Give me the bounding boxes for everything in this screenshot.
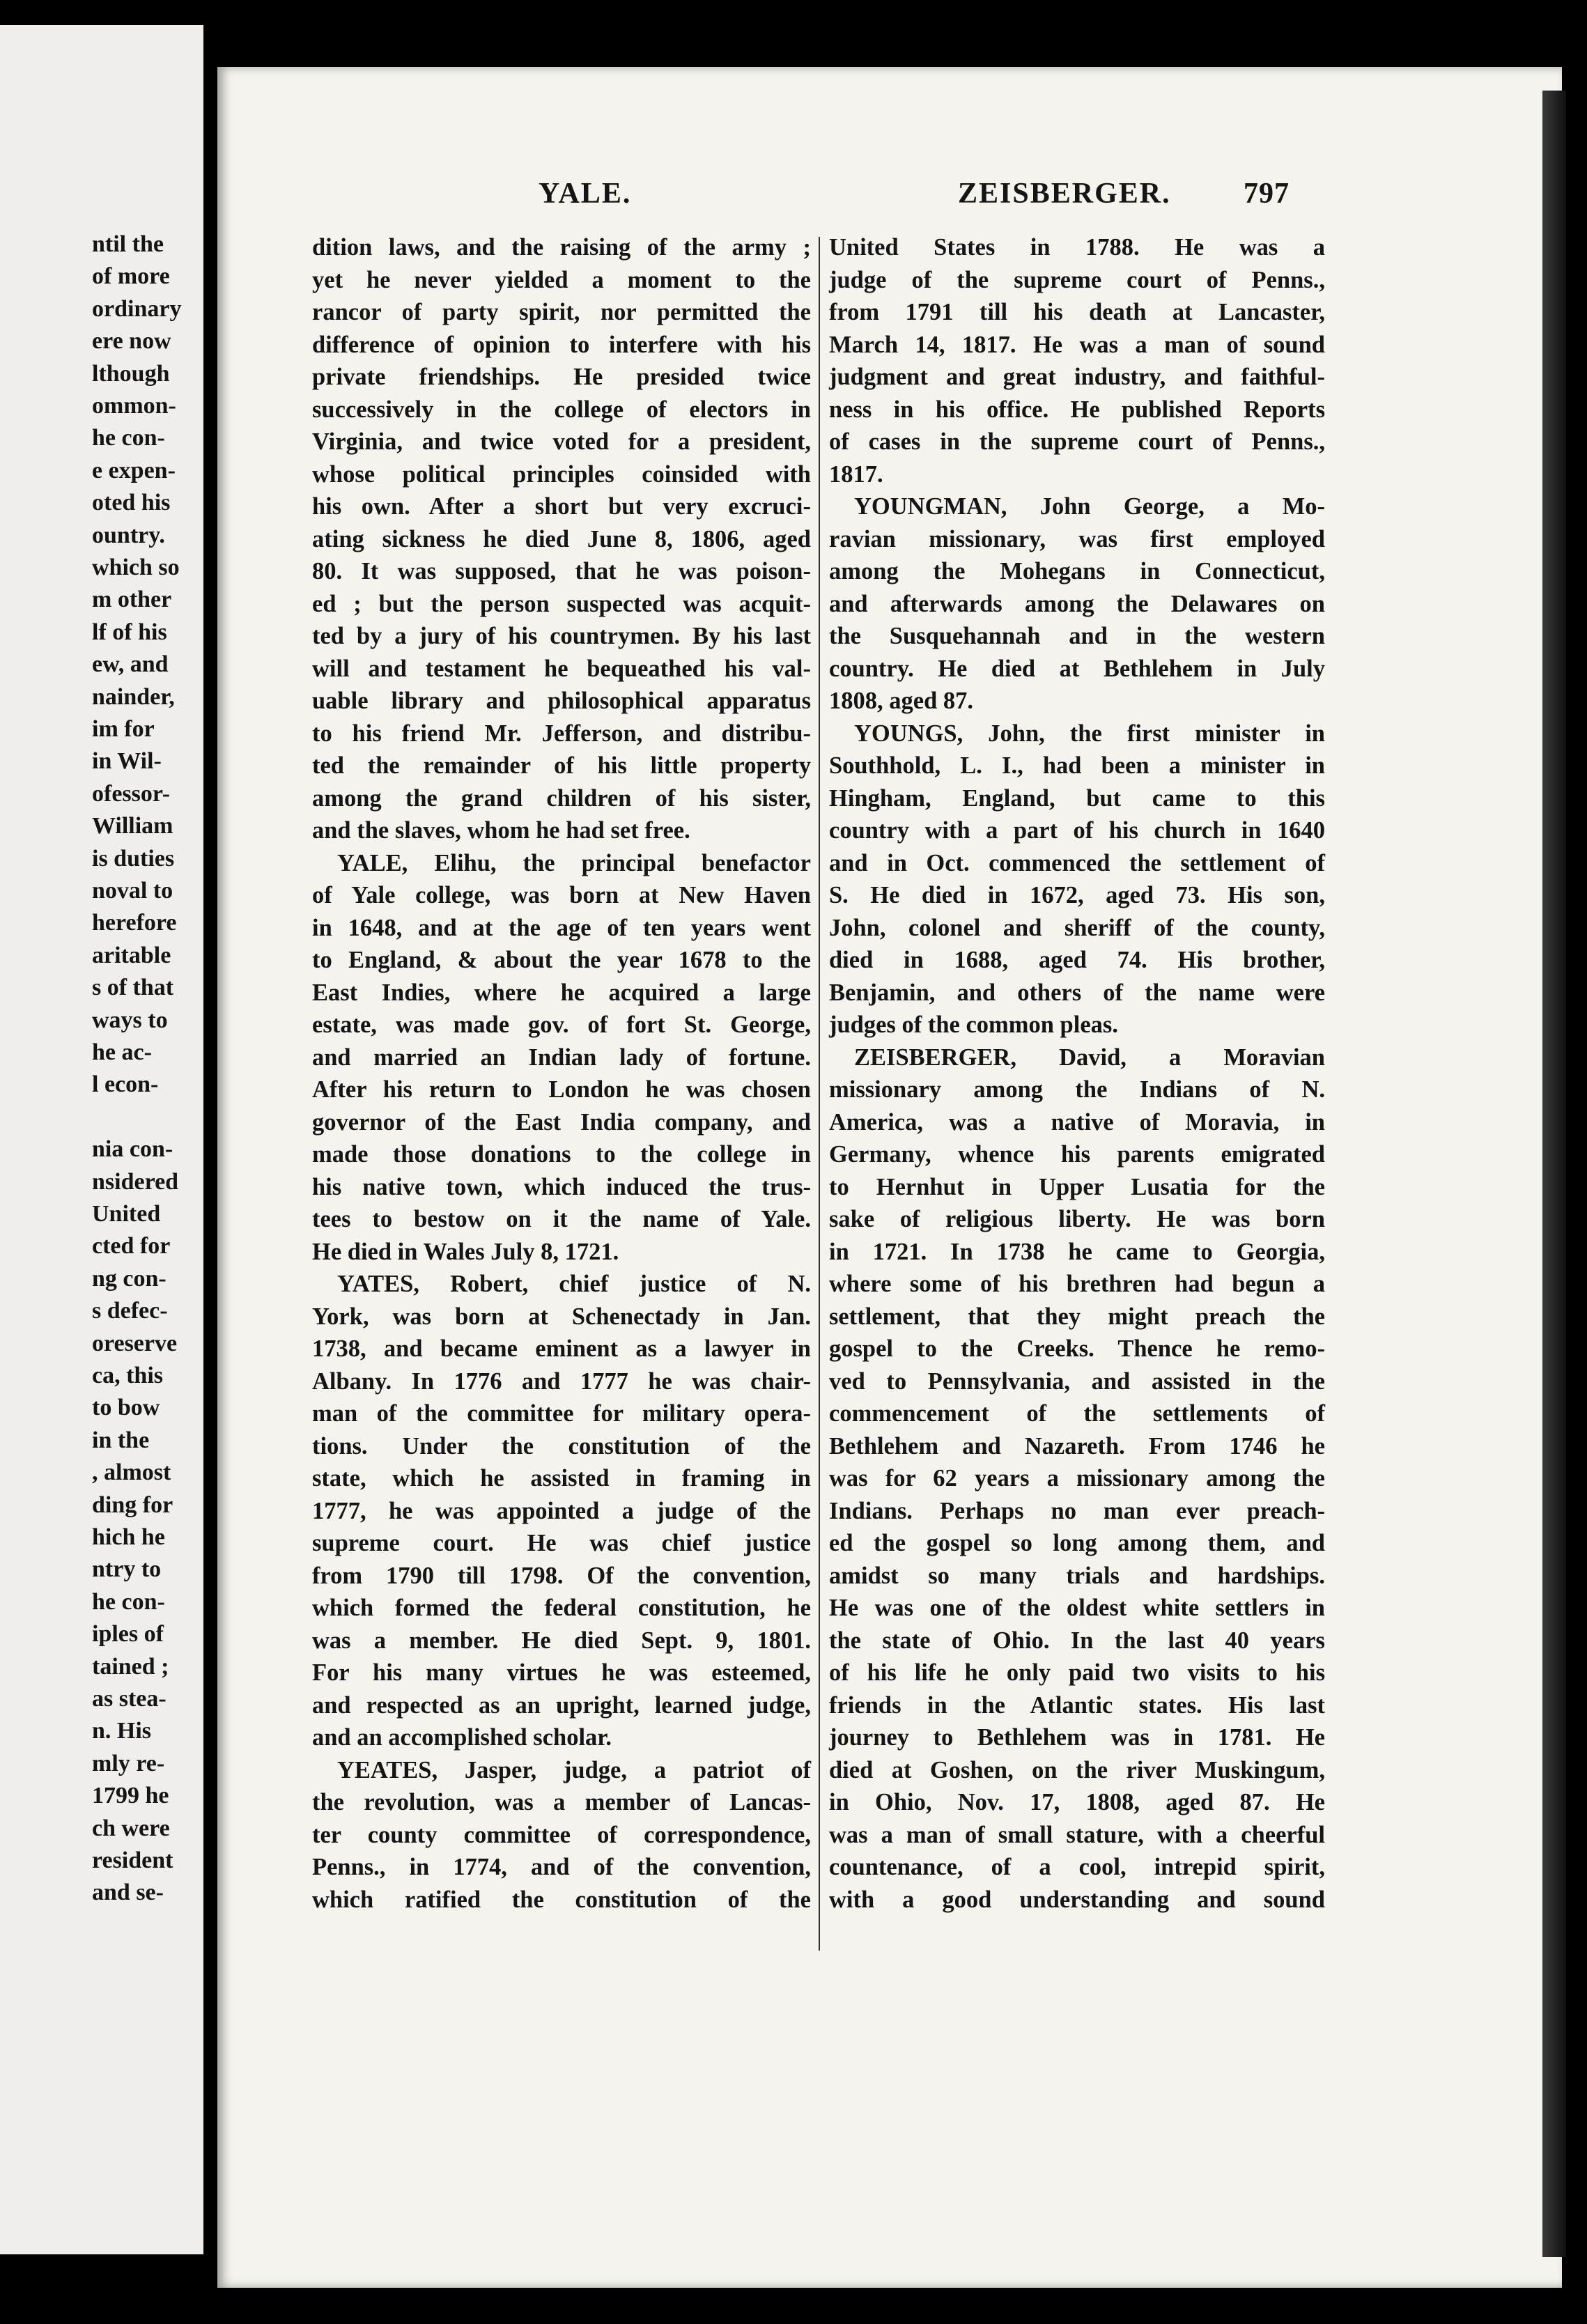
text-line: gospel to the Creeks. Thence he remo- (829, 1335, 1325, 1362)
text-line: ness in his office. He published Reports (829, 396, 1325, 423)
facing-page-fragment: ch were (92, 1815, 170, 1841)
text-line: governor of the East India company, and (312, 1108, 811, 1136)
text-line: Southhold, L. I., had been a minister in (829, 752, 1325, 779)
text-line: was a member. He died Sept. 9, 1801. (312, 1627, 811, 1654)
text-line: tees to bestow on it the name of Yale. (312, 1206, 811, 1232)
text-line: from 1790 till 1798. Of the convention, (312, 1562, 811, 1589)
text-line: Virginia, and twice voted for a president, (312, 428, 811, 455)
facing-page-fragment: hich he (92, 1524, 165, 1550)
text-line: He was one of the oldest white settlers in (829, 1595, 1325, 1621)
facing-page-fragment: e expen- (92, 457, 176, 483)
facing-page-fragment: lf of his (92, 619, 167, 645)
facing-page-fragment: and se- (92, 1880, 164, 1906)
text-line: ZEISBERGER, David, a Moravian (854, 1044, 1325, 1071)
text-line: ved to Pennsylvania, and assisted in the (829, 1368, 1325, 1395)
facing-page-fragment: ommon- (92, 393, 176, 419)
text-line: successively in the college of electors in (312, 396, 811, 423)
text-line: the Susquehannah and in the western (829, 623, 1325, 649)
text-line: 1777, he was appointed a judge of the (312, 1497, 811, 1524)
text-line: East Indies, where he acquired a large (312, 979, 811, 1006)
facing-page-fragment: ways to (92, 1007, 168, 1033)
facing-page-fragment: ng con- (92, 1265, 167, 1292)
text-line: was for 62 years a missionary among the (829, 1465, 1325, 1492)
text-line: After his return to London he was chosen (312, 1076, 811, 1103)
text-line: in Ohio, Nov. 17, 1808, aged 87. He (829, 1789, 1325, 1815)
text-line: and in Oct. commenced the settlement of (829, 849, 1325, 876)
text-line: ter county committee of correspondence, (312, 1821, 811, 1848)
running-head-right: ZEISBERGER. (958, 178, 1171, 210)
text-line: judgment and great industry, and faithful- (829, 364, 1325, 390)
facing-page-fragment: of more (92, 263, 170, 290)
text-line: United States in 1788. He was a (829, 234, 1325, 261)
text-column-left (312, 231, 811, 1916)
facing-page-fragment: s of that (92, 975, 174, 1001)
facing-page-fragment: nsidered (92, 1168, 179, 1195)
facing-page-fragment: ew, and (92, 651, 169, 678)
page-edge-shadow (1542, 91, 1566, 2257)
text-line: in 1721. In 1738 he came to Georgia, (829, 1238, 1325, 1265)
text-line: whose political principles coinsided with (312, 460, 811, 488)
facing-page-fragment: m other (92, 587, 172, 613)
text-line: 1817. (829, 460, 883, 488)
text-line: countenance, of a cool, intrepid spirit, (829, 1854, 1325, 1880)
facing-page-fragment: n. His (92, 1718, 152, 1744)
facing-page-fragment: , almost (92, 1459, 171, 1486)
facing-page-fragment: ere now (92, 328, 171, 355)
text-line: America, was a native of Moravia, in (829, 1108, 1325, 1136)
text-line: dition laws, and the raising of the army ; (312, 234, 811, 261)
text-line: ted the remainder of his little property (312, 752, 811, 779)
text-line: Germany, whence his parents emigrated (829, 1141, 1325, 1168)
text-column-right (829, 231, 1325, 1916)
text-line: of his life he only paid two visits to his (829, 1659, 1325, 1686)
text-line: in 1648, and at the age of ten years went (312, 914, 811, 941)
column-divider (819, 237, 820, 1951)
facing-page-fragment: ca, this (92, 1363, 163, 1388)
facing-page-fragment: ordinary (92, 295, 182, 322)
facing-page-fragment: cted for (92, 1233, 171, 1260)
text-line: missionary among the Indians of N. (829, 1076, 1325, 1103)
facing-page-fragment: 1799 he (92, 1783, 169, 1809)
text-line: 1808, aged 87. (829, 688, 973, 714)
text-line: private friendships. He presided twice (312, 364, 811, 390)
text-line: S. He died in 1672, aged 73. His son, (829, 882, 1325, 908)
text-line: commencement of the settlements of (829, 1400, 1325, 1427)
text-line: judges of the common pleas. (829, 1012, 1118, 1038)
facing-page-fragment: ding for (92, 1492, 173, 1518)
text-line: to Hernhut in Upper Lusatia for the (829, 1173, 1325, 1200)
text-line: settlement, that they might preach the (829, 1303, 1325, 1330)
text-line: the revolution, was a member of Lancas- (312, 1789, 811, 1815)
facing-page-fragment: resident (92, 1847, 173, 1873)
facing-page-fragment: William (92, 813, 173, 839)
running-head-left: YALE. (539, 178, 632, 210)
text-line: his native town, which induced the trus- (312, 1173, 811, 1200)
text-line: country with a part of his church in 1640 (829, 817, 1325, 844)
text-line: man of the committee for military opera- (312, 1400, 811, 1427)
text-line: and the slaves, whom he had set free. (312, 817, 690, 844)
text-line: of Yale college, was born at New Haven (312, 882, 811, 908)
facing-page-strip (0, 25, 203, 2254)
text-line: sake of religious liberty. He was born (829, 1206, 1325, 1232)
text-line: the state of Ohio. In the last 40 years (829, 1627, 1325, 1654)
text-line: He died in Wales July 8, 1721. (312, 1238, 619, 1265)
facing-page-fragment: is duties (92, 845, 175, 872)
text-line: and respected as an upright, learned judge, (312, 1691, 811, 1719)
text-line: among the Mohegans in Connecticut, (829, 558, 1325, 584)
text-line: Indians. Perhaps no man ever preach- (829, 1497, 1325, 1524)
facing-page-fragment: he con- (92, 1588, 165, 1615)
text-line: his own. After a short but very excruci- (312, 493, 811, 520)
text-line: John, colonel and sheriff of the county, (829, 914, 1325, 941)
facing-page-fragment: iples of (92, 1621, 164, 1648)
facing-page-fragment: oted his (92, 490, 171, 516)
text-line: YOUNGMAN, John George, a Mo- (854, 493, 1325, 520)
text-line: country. He died at Bethlehem in July (829, 655, 1325, 682)
text-line: and an accomplished scholar. (312, 1724, 612, 1751)
text-line: died in 1688, aged 74. His brother, (829, 947, 1325, 973)
text-line: made those donations to the college in (312, 1141, 811, 1168)
facing-page-fragment: nainder, (92, 683, 175, 710)
facing-page-fragment: oreserve (92, 1330, 178, 1356)
facing-page-fragment: in Wil- (92, 748, 162, 775)
facing-page-fragment: ountry. (92, 522, 165, 548)
facing-page-fragment: ofessor- (92, 780, 171, 807)
text-line: journey to Bethlehem was in 1781. He (829, 1724, 1325, 1751)
facing-page-fragment: im for (92, 716, 155, 742)
facing-page-fragment: lthough (92, 360, 170, 387)
facing-page-fragment: United (92, 1201, 161, 1227)
facing-page-fragment: as stea- (92, 1686, 167, 1712)
text-line: and married an Indian lady of fortune. (312, 1044, 811, 1071)
text-line: where some of his brethren had begun a (829, 1271, 1325, 1297)
text-line: YALE, Elihu, the principal benefactor (337, 849, 811, 876)
text-line: was a man of small stature, with a cheerful (829, 1821, 1325, 1848)
text-line: state, which he assisted in framing in (312, 1465, 811, 1492)
text-line: For his many virtues he was esteemed, (312, 1659, 811, 1686)
text-line: March 14, 1817. He was a man of sound (829, 331, 1325, 358)
text-line: rancor of party spirit, nor permitted the (312, 299, 811, 325)
text-line: uable library and philosophical apparatus (312, 688, 811, 714)
facing-page-fragment: he con- (92, 425, 165, 451)
text-line: YATES, Robert, chief justice of N. (337, 1271, 811, 1297)
text-line: ravian missionary, was first employed (829, 525, 1325, 552)
text-line: amidst so many trials and hardships. (829, 1562, 1325, 1589)
text-line: Benjamin, and others of the name were (829, 979, 1325, 1006)
text-line: to his friend Mr. Jefferson, and distribu- (312, 720, 811, 747)
facing-page-fragment: to bow (92, 1395, 160, 1421)
text-line: among the grand children of his sister, (312, 784, 811, 812)
text-line: difference of opinion to interfere with his (312, 331, 811, 358)
text-line: friends in the Atlantic states. His last (829, 1691, 1325, 1719)
text-line: estate, was made gov. of fort St. George, (312, 1012, 811, 1038)
facing-page-fragment: noval to (92, 878, 173, 904)
text-line: tions. Under the constitution of the (312, 1432, 811, 1459)
text-line: Albany. In 1776 and 1777 he was chair- (312, 1368, 811, 1395)
facing-page-fragment: in the (92, 1427, 150, 1453)
text-line: which formed the federal constitution, he (312, 1595, 811, 1621)
text-line: supreme court. He was chief justice (312, 1530, 811, 1556)
page-number: 797 (1244, 178, 1290, 210)
text-line: which ratified the constitution of the (312, 1886, 811, 1913)
facing-page-fragment: herefore (92, 910, 177, 936)
facing-page-fragment: nia con- (92, 1136, 173, 1163)
text-line: Hingham, England, but came to this (829, 784, 1325, 812)
text-line: Bethlehem and Nazareth. From 1746 he (829, 1432, 1325, 1459)
facing-page-fragment: ntry to (92, 1556, 162, 1583)
facing-page-fragment: s defec- (92, 1298, 168, 1324)
text-line: died at Goshen, on the river Muskingum, (829, 1756, 1325, 1783)
text-line: and afterwards among the Delawares on (829, 590, 1325, 617)
text-line: to England, & about the year 1678 to the (312, 947, 811, 973)
text-line: yet he never yielded a moment to the (312, 266, 811, 293)
facing-page-fragment: l econ- (92, 1071, 159, 1098)
facing-page-fragment: which so (92, 555, 180, 580)
facing-page-fragment: ntil the (92, 231, 164, 257)
text-line: ed ; but the person suspected was acquit- (312, 590, 811, 617)
facing-page-fragment: aritable (92, 942, 171, 968)
text-line: ted by a jury of his countrymen. By his last (312, 623, 811, 649)
facing-page-fragment: tained ; (92, 1653, 169, 1680)
text-line: 80. It was supposed, that he was poison- (312, 558, 811, 584)
text-line: ed the gospel so long among them, and (829, 1530, 1325, 1556)
text-line: 1738, and became eminent as a lawyer in (312, 1335, 811, 1362)
text-line: YOUNGS, John, the first minister in (854, 720, 1325, 747)
text-line: YEATES, Jasper, judge, a patriot of (337, 1756, 811, 1783)
text-line: ating sickness he died June 8, 1806, aged (312, 525, 811, 552)
text-line: will and testament he bequeathed his val- (312, 655, 811, 682)
facing-page-fragment: he ac- (92, 1039, 152, 1065)
facing-page-fragment: mly re- (92, 1750, 165, 1776)
text-line: with a good understanding and sound (829, 1886, 1325, 1913)
text-line: Penns., in 1774, and of the convention, (312, 1854, 811, 1880)
text-line: judge of the supreme court of Penns., (829, 266, 1325, 293)
text-line: from 1791 till his death at Lancaster, (829, 299, 1325, 325)
text-line: York, was born at Schenectady in Jan. (312, 1303, 811, 1330)
text-line: of cases in the supreme court of Penns., (829, 428, 1325, 455)
